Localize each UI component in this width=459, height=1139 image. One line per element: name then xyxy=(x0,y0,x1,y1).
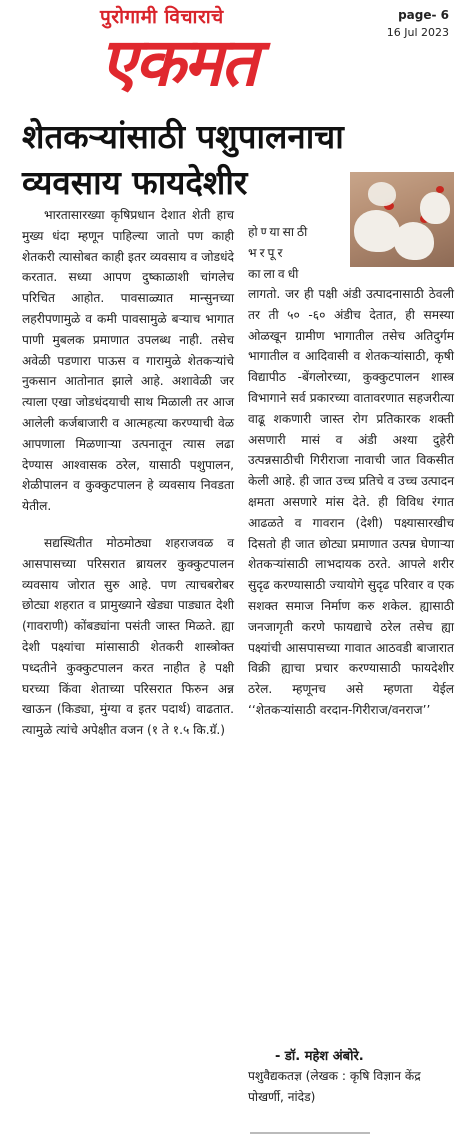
article-line: होण्यासाठी xyxy=(248,225,311,239)
article-line: कालावधी xyxy=(248,266,302,281)
article-paragraph: सद्यस्थितीत मोठमोठ्या शहराजवळ व आसपासच्या परिसरात ब्रायलर कुक्कुटपालन व्यवसाय जोरात सुरु आहे. पण त्याचबरोबर छोट्या शहरात व प्रामुख्याने खेड्या पाड्यात देशी (गावराणी) कोंबड्यांना पसंती जास्त मिळते. ह्या देशी पक्ष्यांचा मांसासाठी शेतकरी शास्त्रोक्त पध्दतीने कुक्कुटपालन करत नाहीत हे पक्षी घरच्या किंवा शेताच्या परिसरात फिरुन अन्न खाऊन (किड्या, मुंग्या व इतर पदार्थ) वाढतात. त्यामुळे त्यांचे अपेक्षीत वजन (१ ते १.५ कि.ग्रॅ.) xyxy=(22,535,234,738)
article-paragraph: लागतो. जर ही पक्षी अंडी उत्पादनासाठी ठेवली तर ती ५० -६० अंडीच देतात, ही समस्या ओळखून ग्रामीण भागातील तसेच अतिदुर्गम भागातील व आदिवासी व शेतकऱ्यांसाठी, कृषी विद्यापीठ -बेंगलोरच्या, कुक्कुटपालन शास्त्र विभागाने सर्व प्रकारच्या वातावरणात सहजरीत्या वाढू शकणारी जास्त रोग प्रतिकारक शक्ती असणारी मासं व अंडी अश्या दुहेरी उत्पन्नसाठीची गिरीराजा नावाची जात विकसीत केली आहे. ही जात उच्च प्रतिचे व उच्च उत्पादन क्षमता असणारे मांस देते. ही विविध रंगात आढळते व गावरान (देशी) पक्ष्यासारखीच दिसतो ही जात छोट्या प्रमाणात उत्पन्न घेणाऱ्या शेतकऱ्यांसाठी लाभदायक ठरते. आपले शरीर सुदृढ करण्यासाठी ज्यायोगे सुदृढ परिवार व एक सशक्त समाज निर्माण करु शकेल. ह्यासाठी जनजागृती करणे फायद्याचे ठरेल तसेच ह्या पक्ष्यांची आसपासच्या गावात आठवडी बाजारात विक्री ह्याचा प्रचार करण्यासाठी फायदेशीर ठरेल. म्हणूनच असे म्हणता येईल ‘‘शेतकऱ्यांसाठी वरदान-गिरीराज/वनराज’’ xyxy=(248,287,454,717)
author-signature: - डॉ. महेश अंबोरे. xyxy=(275,1049,364,1064)
page-number: page- 6 xyxy=(398,8,449,22)
publication-date: 16 Jul 2023 xyxy=(386,26,449,39)
newspaper-logo: एकमत xyxy=(100,24,257,101)
article-line: भरपूर xyxy=(248,245,286,260)
author-affiliation: पशुवैद्यकतज्ञ (लेखक : कृषि विज्ञान केंद्र पोखर्णी, नांदेड) xyxy=(248,1069,421,1104)
masthead xyxy=(0,0,459,110)
article-right-column xyxy=(248,284,454,721)
article-right-column-top xyxy=(248,222,346,284)
hens-photo xyxy=(350,172,454,267)
article-left-column xyxy=(22,205,234,741)
bottom-divider xyxy=(250,1132,370,1134)
newspaper-tagline: पुरोगामी विचाराचे xyxy=(100,6,224,28)
article-headline: शेतकऱ्यांसाठी पशुपालनाचा व्यवसाय फायदेशीर xyxy=(22,117,344,202)
article-paragraph: भारतासारख्या कृषिप्रधान देशात शेती हाच मुख्य धंदा म्हणून पाहिल्या जातो पण काही शेतकरी त्यासोबत काही इतर व्यवसाय व जोडधंदे करतात. सध्या आपण दुष्काळाशी चांगलेच परिचित आहोत. पावसाळ्यात मान्सुनच्या लहरीपणामुळे व कमी पावसामुळे बऱ्याच भागात पाणी मुबलक प्रमाणात उपलब्ध नाही. तसेच अवेळी पडणारा पाऊस व गारामुळे शेतकऱ्यांचे नुकसान आतोनात झाले आहे. अशावेळी जर त्याला एखा जोडधंदयाची साथ मिळाली तर आज आलेली कर्जबाजारी व आत्महत्या करण्याची वेळ आपणाला मिळणाऱ्या उत्पनातून त्यास लढा देण्यास आश्वासक ठरेल, यासाठी पशुपालन, शेळीपालन व कुक्कुटपालन हे व्यवसाय निवडता येतील. xyxy=(22,208,234,514)
